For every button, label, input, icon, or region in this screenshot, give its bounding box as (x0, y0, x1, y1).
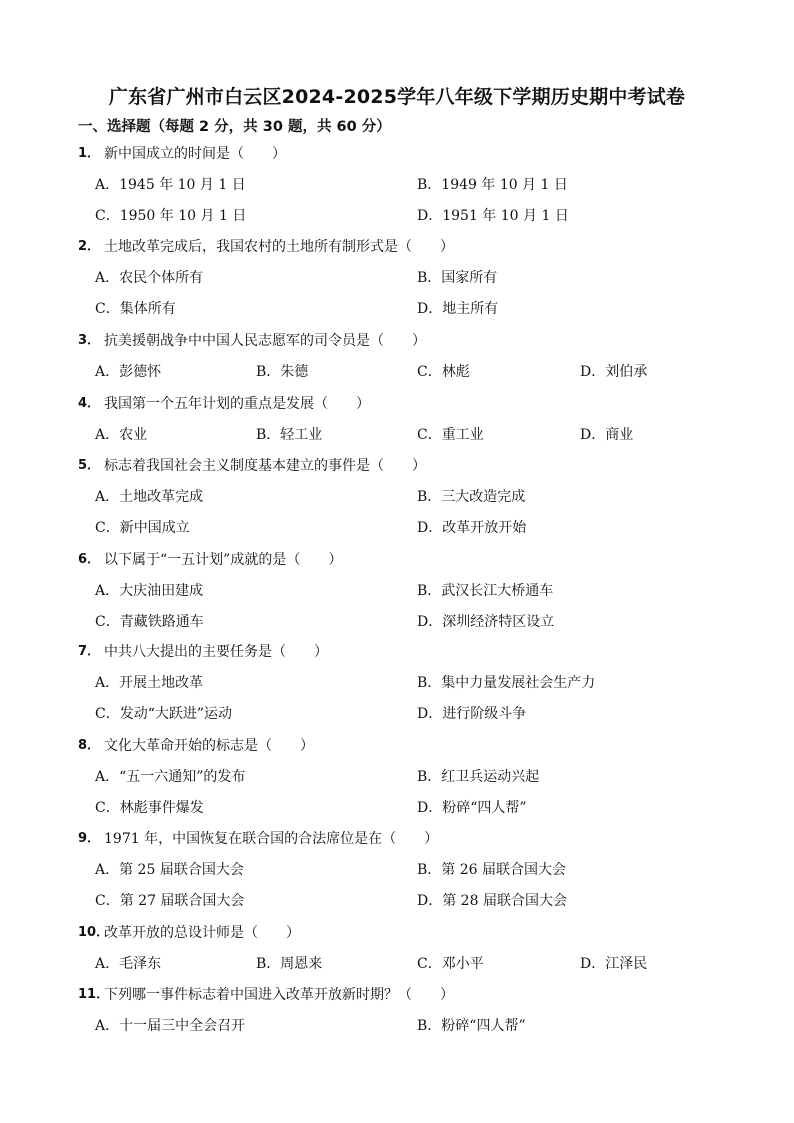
answer-option[interactable]: B．周恩来 (256, 956, 323, 972)
answer-option[interactable]: D．江泽民 (580, 956, 648, 972)
answer-option[interactable]: A．十一届三中全会召开 (95, 1018, 246, 1034)
answer-option[interactable]: B．武汉长江大桥通车 (417, 583, 554, 599)
answer-option[interactable]: C．林彪事件爆发 (95, 800, 204, 816)
answer-option[interactable]: A．农民个体所有 (95, 270, 204, 286)
answer-option[interactable]: A．大庆油田建成 (95, 583, 204, 599)
option-row (0, 953, 794, 975)
question-text: 我国第一个五年计划的重点是发展（ ） (104, 396, 370, 412)
answer-option[interactable]: A．开展土地改革 (95, 675, 204, 691)
question-text: 抗美援朝战争中中国人民志愿军的司令员是（ ） (104, 333, 426, 349)
answer-option[interactable]: B．轻工业 (256, 427, 323, 443)
answer-option[interactable]: D．地主所有 (417, 301, 499, 317)
question-stem (0, 549, 794, 571)
option-row (0, 298, 794, 320)
answer-option[interactable]: C．1950 年 10 月 1 日 (95, 208, 247, 224)
option-row (0, 580, 794, 602)
option-row (0, 890, 794, 912)
option-row (0, 424, 794, 446)
answer-option[interactable]: A．农业 (95, 427, 148, 443)
question-stem (0, 641, 794, 663)
answer-option[interactable]: D．改革开放开始 (417, 520, 527, 536)
question-number: 4． (78, 396, 101, 411)
answer-option[interactable]: C．邓小平 (417, 956, 484, 972)
answer-option[interactable]: D．1951 年 10 月 1 日 (417, 208, 569, 224)
option-row (0, 672, 794, 694)
answer-option[interactable]: C．集体所有 (95, 301, 176, 317)
option-row (0, 859, 794, 881)
question-stem (0, 393, 794, 415)
question-text: 中共八大提出的主要任务是（ ） (104, 644, 328, 660)
answer-option[interactable]: A．“五一六通知”的发布 (95, 769, 246, 785)
answer-option[interactable]: C．新中国成立 (95, 520, 190, 536)
option-row (0, 517, 794, 539)
question-text: 文化大革命开始的标志是（ ） (104, 738, 314, 754)
question-text: 改革开放的总设计师是（ ） (104, 925, 300, 941)
answer-option[interactable]: A．1945 年 10 月 1 日 (95, 177, 246, 193)
question-number: 8． (78, 738, 101, 753)
answer-option[interactable]: A．土地改革完成 (95, 489, 204, 505)
question-stem (0, 455, 794, 477)
option-row (0, 174, 794, 196)
question-text: 土地改革完成后，我国农村的土地所有制形式是（ ） (104, 239, 454, 255)
answer-option[interactable]: D．进行阶级斗争 (417, 706, 527, 722)
answer-option[interactable]: D．深圳经济特区设立 (417, 614, 555, 630)
option-row (0, 797, 794, 819)
option-row (0, 267, 794, 289)
option-row (0, 611, 794, 633)
question-stem (0, 828, 794, 850)
answer-option[interactable]: B．朱德 (256, 364, 309, 380)
question-number: 6． (78, 552, 101, 567)
answer-option[interactable]: D．第 28 届联合国大会 (417, 893, 567, 909)
answer-option[interactable]: B．1949 年 10 月 1 日 (417, 177, 568, 193)
answer-option[interactable]: B．第 26 届联合国大会 (417, 862, 567, 878)
answer-option[interactable]: C．发动“大跃进”运动 (95, 706, 233, 722)
question-stem (0, 143, 794, 165)
question-stem (0, 236, 794, 258)
answer-option[interactable]: C．第 27 届联合国大会 (95, 893, 245, 909)
option-row (0, 703, 794, 725)
option-row (0, 361, 794, 383)
option-row (0, 205, 794, 227)
question-number: 11． (78, 987, 110, 1002)
question-number: 5． (78, 458, 101, 473)
question-number: 1． (78, 146, 101, 161)
question-stem (0, 984, 794, 1006)
answer-option[interactable]: D．商业 (580, 427, 634, 443)
question-text: 标志着我国社会主义制度基本建立的事件是（ ） (104, 458, 426, 474)
section-heading: 一、选择题（每题 2 分，共 30 题，共 60 分） (78, 119, 391, 135)
question-number: 7． (78, 644, 101, 659)
option-row (0, 1015, 794, 1037)
answer-option[interactable]: B．红卫兵运动兴起 (417, 769, 540, 785)
answer-option[interactable]: A．毛泽东 (95, 956, 162, 972)
answer-option[interactable]: B．粉碎“四人帮” (417, 1018, 526, 1034)
answer-option[interactable]: C．重工业 (417, 427, 484, 443)
question-number: 3． (78, 333, 101, 348)
answer-option[interactable]: D．粉碎“四人帮” (417, 800, 527, 816)
answer-option[interactable]: A．彭德怀 (95, 364, 162, 380)
answer-option[interactable]: B．集中力量发展社会生产力 (417, 675, 596, 691)
answer-option[interactable]: C．青藏铁路通车 (95, 614, 204, 630)
question-text: 以下属于“一五计划”成就的是（ ） (104, 552, 343, 568)
answer-option[interactable]: C．林彪 (417, 364, 470, 380)
question-number: 9． (78, 831, 101, 846)
answer-option[interactable]: D．刘伯承 (580, 364, 648, 380)
option-row (0, 486, 794, 508)
question-stem (0, 922, 794, 944)
question-text: 新中国成立的时间是（ ） (104, 146, 286, 162)
answer-option[interactable]: B．国家所有 (417, 270, 498, 286)
question-text: 1971 年，中国恢复在联合国的合法席位是在（ ） (104, 831, 439, 847)
answer-option[interactable]: B．三大改造完成 (417, 489, 526, 505)
question-number: 2． (78, 239, 101, 254)
question-stem (0, 735, 794, 757)
answer-option[interactable]: A．第 25 届联合国大会 (95, 862, 244, 878)
question-stem (0, 330, 794, 352)
question-text: 下列哪一事件标志着中国进入改革开放新时期？（ ） (104, 987, 454, 1003)
question-number: 10． (78, 925, 110, 940)
option-row (0, 766, 794, 788)
page-title: 广东省广州市白云区2024-2025学年八年级下学期历史期中考试卷 (108, 86, 686, 108)
